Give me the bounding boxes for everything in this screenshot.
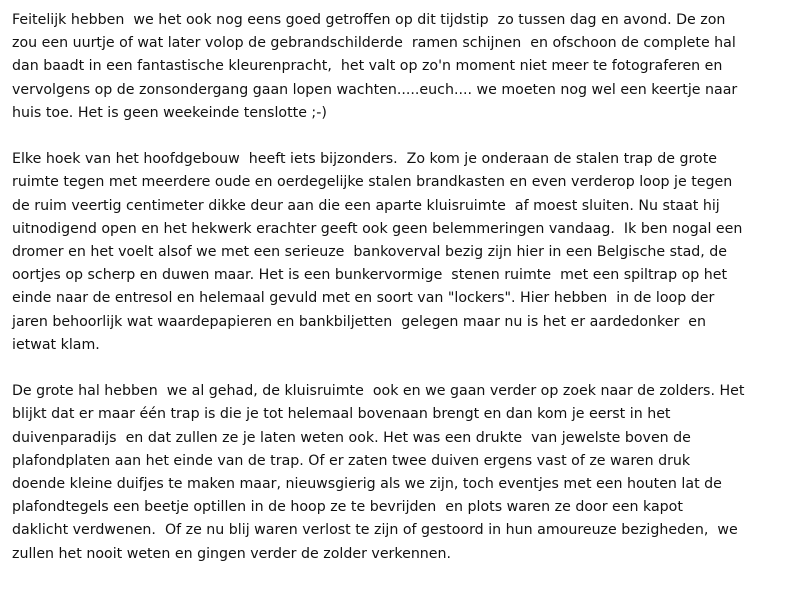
paragraph-2 [12,148,787,357]
text-line: jaren behoorlijk wat waardepapieren en bankbiljetten gelegen maar nu is het er aardedonker en [12,313,707,330]
text-line: Feitelijk hebben we het ook nog eens goed getroffen op dit tijdstip zo tussen dag en avond. De zon [12,12,726,28]
text-line: uitnodigend open en het hekwerk erachter geeft ook geen belemmeringen vandaag. Ik ben nogal een [12,220,743,237]
paragraph-3 [12,380,787,566]
document-body [12,9,787,589]
text-line: einde naar de entresol en helemaal gevuld met en soort van "lockers". Hier hebben in de loop der [12,290,715,307]
text-line: blijkt dat er maar één trap is die je tot helemaal bovenaan brengt en dan kom je eerst in het [12,406,671,423]
text-line: plafondtegels een beetje optillen in de hoop ze te bevrijden en plots waren ze door een kapot [12,499,683,516]
text-line: duivenparadijs en dat zullen ze je laten weten ook. Het was een drukte van jewelste boven de [12,429,691,446]
text-line: daklicht verdwenen. Of ze nu blij waren verlost te zijn of gestoord in hun amoureuze bezigheden, we [12,522,738,539]
text-line: vervolgens op de zonsondergang gaan lopen wachten.....euch.... we moeten nog wel een keertje naar [12,81,738,98]
text-line: Elke hoek van het hoofdgebouw heeft iets bijzonders. Zo kom je onderaan de stalen trap de grote [12,151,718,168]
text-line: doende kleine duifjes te maken maar, nieuwsgierig als we zijn, toch eventjes met een houten lat de [12,476,722,493]
text-line: De grote hal hebben we al gehad, de kluisruimte ook en we gaan verder op zoek naar de zolders. Het [12,383,745,400]
text-line: huis toe. Het is geen weekeinde tenslotte ;-) [12,104,327,121]
text-line: plafondplaten aan het einde van de trap. Of er zaten twee duiven ergens vast of ze waren druk [12,452,691,469]
text-line: ietwat klam. [12,336,100,353]
text-line: zou een uurtje of wat later volop de gebrandschilderde ramen schijnen en ofschoon de complete hal [12,35,736,52]
paragraph-1 [12,9,787,125]
text-line: ruimte tegen met meerdere oude en oerdegelijke stalen brandkasten en even verderop loop je tegen [12,174,733,191]
text-line: dromer en het voelt alsof we met een serieuze bankoverval bezig zijn hier in een Belgische stad, de [12,244,728,261]
text-line: oortjes op scherp en duwen maar. Het is een bunkervormige stenen ruimte met een spiltrap op het [12,267,728,284]
text-line: dan baadt in een fantastische kleurenpracht, het valt op zo'n moment niet meer te fotograferen en [12,58,723,75]
text-line: zullen het nooit weten en gingen verder de zolder verkennen. [12,545,452,562]
text-line: de ruim veertig centimeter dikke deur aan die een aparte kluisruimte af moest sluiten. Nu staat hij [12,197,720,214]
